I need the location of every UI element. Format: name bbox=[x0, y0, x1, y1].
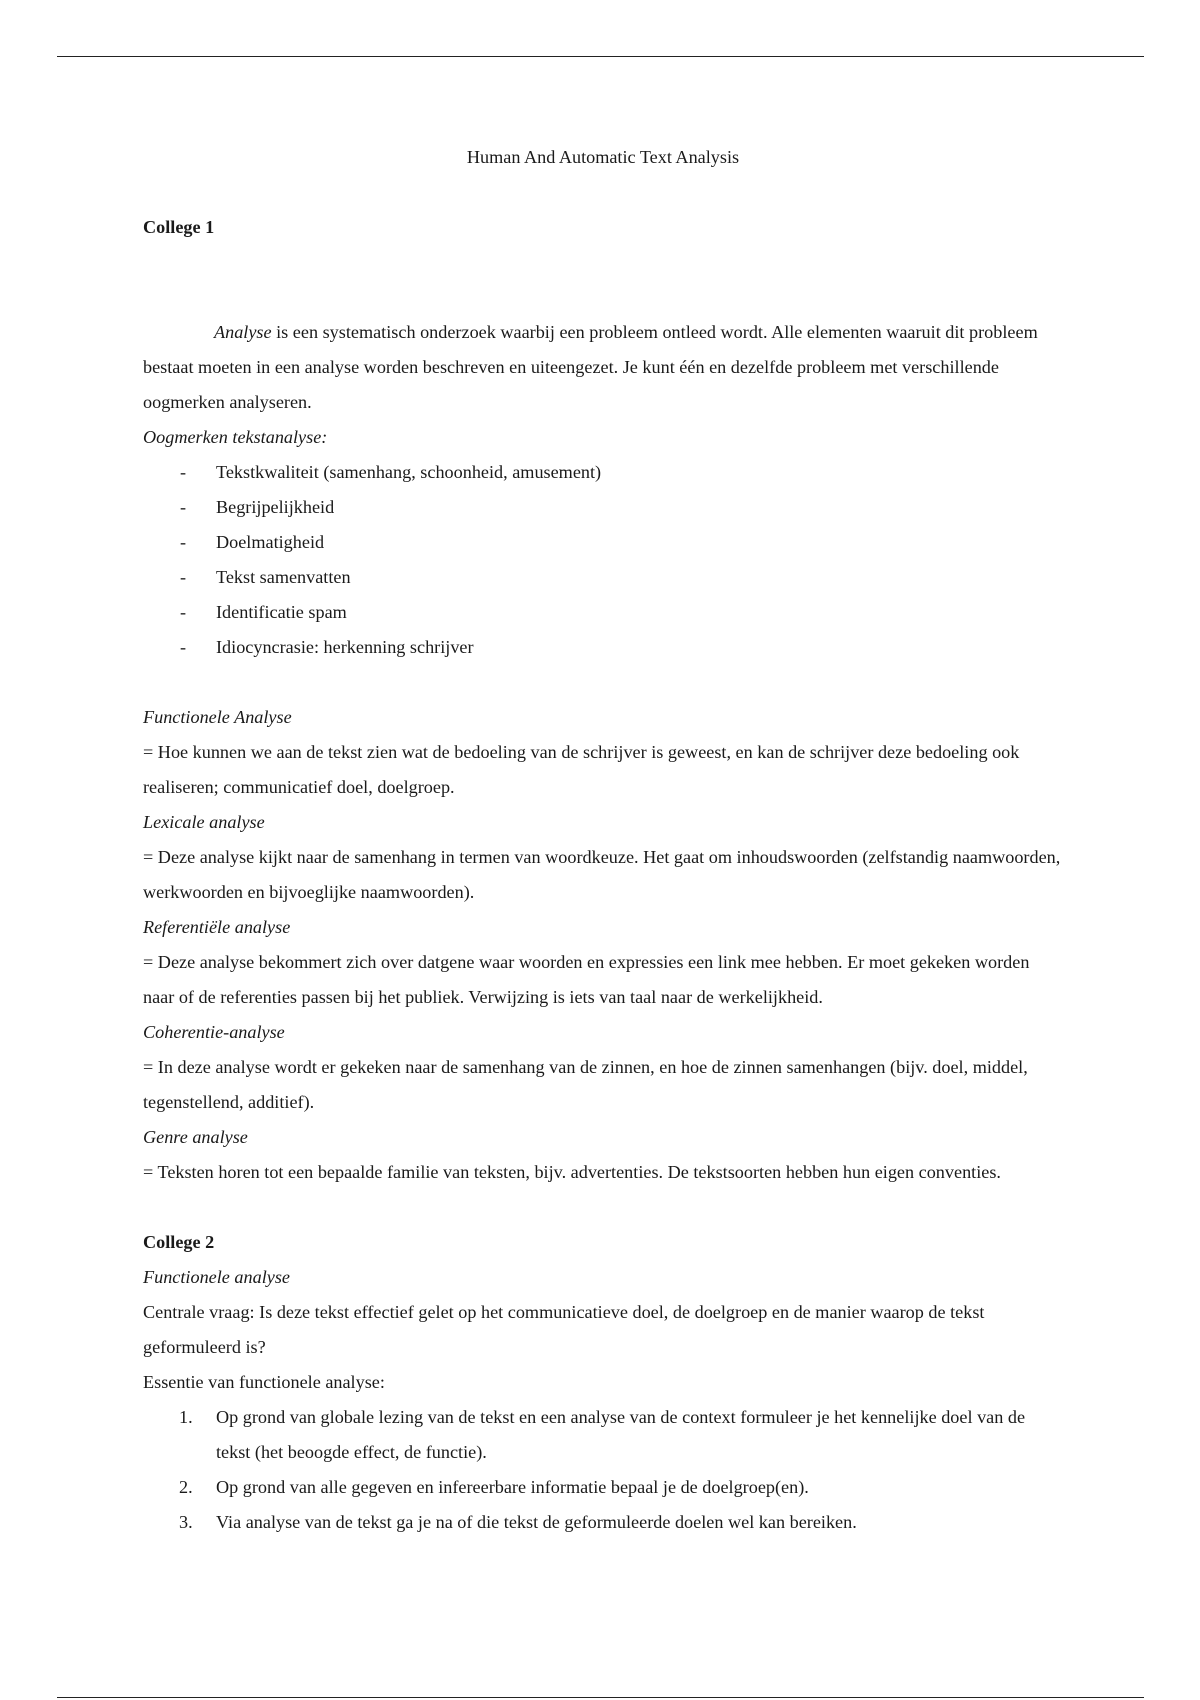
bullet-marker: - bbox=[180, 637, 187, 657]
essence-label: Essentie van functionele analyse: bbox=[143, 1372, 385, 1392]
step-number: 2. bbox=[179, 1477, 193, 1497]
list-item bbox=[143, 560, 1063, 595]
footer-rule bbox=[57, 1697, 1144, 1698]
section-text-genre: = Teksten horen tot een bepaalde familie van teksten, bijv. advertenties. De tekstsoorten hebben hun eigen conventies. bbox=[143, 1162, 1001, 1182]
section-text-functionele: = Hoe kunnen we aan de tekst zien wat de bedoeling van de schrijver is geweest, en kan de schrijver deze bedoeling ook realiseren; communicatief doel, doelgroep. bbox=[143, 742, 1020, 797]
bullet-marker: - bbox=[180, 567, 187, 587]
intro-text: is een systematisch onderzoek waarbij een probleem ontleed wordt. Alle elementen waaruit dit probleem bestaat moeten in een analyse worden beschreven en uiteengezet. Je kunt één en dezelfde probleem met verschillende oogmerken analyseren. bbox=[143, 322, 1038, 412]
bullet-marker: - bbox=[180, 497, 187, 517]
section-heading-genre: Genre analyse bbox=[143, 1127, 248, 1147]
list-item bbox=[143, 1505, 1063, 1540]
bullet-marker: - bbox=[180, 602, 187, 622]
oogmerken-heading: Oogmerken tekstanalyse: bbox=[143, 427, 328, 447]
section-text-coherentie: = In deze analyse wordt er gekeken naar de samenhang van de zinnen, en hoe de zinnen samenhangen (bijv. doel, middel, tegenstellend, additief). bbox=[143, 1057, 1028, 1112]
section-heading-coherentie: Coherentie-analyse bbox=[143, 1022, 285, 1042]
intro-paragraph bbox=[143, 315, 1063, 420]
college-2-subheading: Functionele analyse bbox=[143, 1267, 290, 1287]
intro-term: Analyse bbox=[214, 322, 272, 342]
section-heading-referentiele: Referentiële analyse bbox=[143, 917, 291, 937]
document-page bbox=[143, 140, 1063, 1540]
list-item-text: Doelmatigheid bbox=[216, 532, 325, 552]
oogmerken-list bbox=[143, 455, 1063, 665]
list-item-text: Idiocyncrasie: herkenning schrijver bbox=[216, 637, 474, 657]
college-2-heading: College 2 bbox=[143, 1232, 215, 1252]
central-question: Centrale vraag: Is deze tekst effectief gelet op het communicatieve doel, de doelgroep en de manier waarop de tekst geformuleerd is? bbox=[143, 1302, 985, 1357]
step-text: Via analyse van de tekst ga je na of die tekst de geformuleerde doelen wel kan bereiken. bbox=[216, 1512, 857, 1532]
essence-steps-list bbox=[143, 1400, 1063, 1540]
list-item bbox=[143, 630, 1063, 665]
list-item bbox=[143, 455, 1063, 490]
list-item-text: Tekstkwaliteit (samenhang, schoonheid, amusement) bbox=[216, 462, 602, 482]
step-text: Op grond van globale lezing van de tekst en een analyse van de context formuleer je het kennelijke doel van de tekst (het beoogde effect, de functie). bbox=[216, 1407, 1026, 1462]
bullet-marker: - bbox=[180, 462, 187, 482]
list-item bbox=[143, 490, 1063, 525]
list-item bbox=[143, 595, 1063, 630]
list-item bbox=[143, 525, 1063, 560]
list-item-text: Identificatie spam bbox=[216, 602, 347, 622]
document-title: Human And Automatic Text Analysis bbox=[466, 147, 740, 167]
list-item bbox=[143, 1400, 1063, 1470]
college-1-heading: College 1 bbox=[143, 217, 215, 237]
step-number: 1. bbox=[179, 1407, 193, 1427]
section-heading-functionele: Functionele Analyse bbox=[143, 707, 292, 727]
bullet-marker: - bbox=[180, 532, 187, 552]
section-text-referentiele: = Deze analyse bekommert zich over datgene waar woorden en expressies een link mee hebben. Er moet gekeken worden naar of de referenties passen bij het publiek. Verwijzing is iets van taal naar de werkelijkheid. bbox=[143, 952, 1030, 1007]
list-item bbox=[143, 1470, 1063, 1505]
list-item-text: Tekst samenvatten bbox=[216, 567, 351, 587]
step-number: 3. bbox=[179, 1512, 193, 1532]
step-text: Op grond van alle gegeven en infereerbare informatie bepaal je de doelgroep(en). bbox=[216, 1477, 809, 1497]
section-text-lexicale: = Deze analyse kijkt naar de samenhang in termen van woordkeuze. Het gaat om inhoudswoorden (zelfstandig naamwoorden, werkwoorden en bijvoeglijke naamwoorden). bbox=[143, 847, 1061, 902]
section-heading-lexicale: Lexicale analyse bbox=[143, 812, 265, 832]
header-rule bbox=[57, 56, 1144, 57]
list-item-text: Begrijpelijkheid bbox=[216, 497, 335, 517]
